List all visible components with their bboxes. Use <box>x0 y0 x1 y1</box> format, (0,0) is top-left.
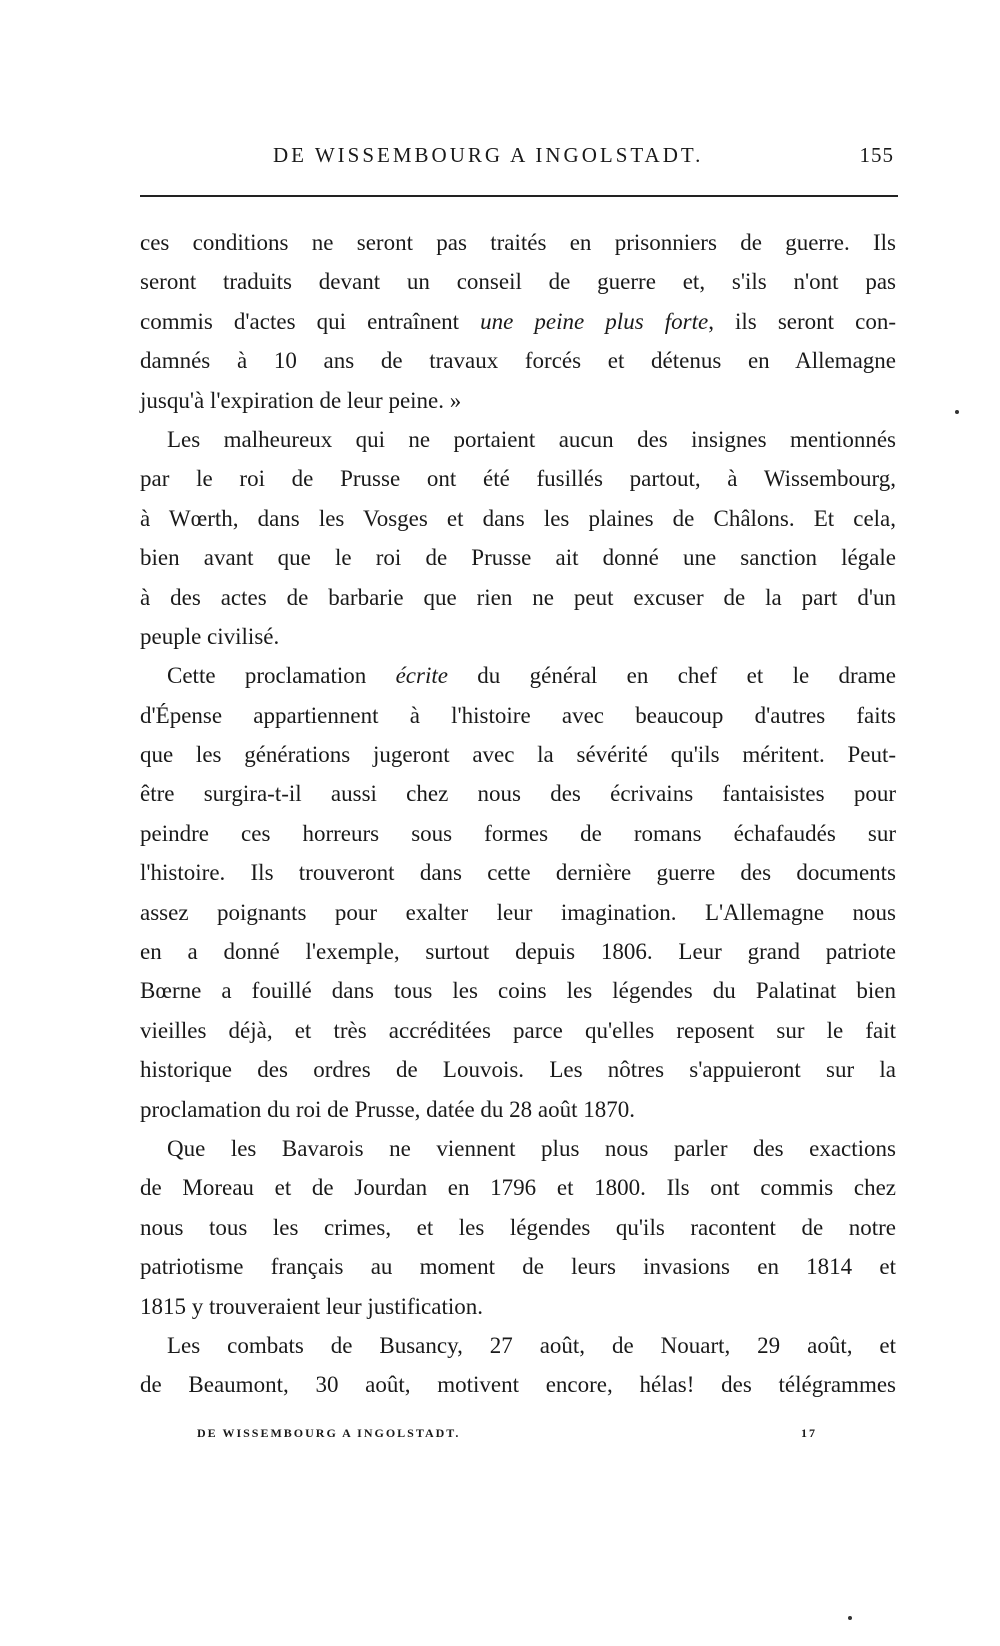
text-run: ces conditions ne seront pas traités en prisonniers de guerre. Ils <box>140 230 896 255</box>
text-line <box>140 1247 896 1286</box>
text-line <box>140 262 896 301</box>
text-line <box>140 893 896 932</box>
text-run: Les combats de Busancy, 27 août, de Nouart, 29 août, et <box>167 1332 896 1358</box>
text-run: l'histoire. Ils trouveront dans cette dernière guerre des documents <box>140 860 896 886</box>
text-line <box>140 617 896 656</box>
text-run: à des actes de barbarie que rien ne peut excuser de la part d'un <box>140 584 896 610</box>
text-run: patriotisme français au moment de leurs invasions en 1814 et <box>140 1254 896 1280</box>
text-line <box>140 656 896 695</box>
page-number: 155 <box>859 143 894 167</box>
text-line <box>140 814 896 853</box>
text-run: être surgira-t-il aussi chez nous des écrivains fantaisistes pour <box>140 781 896 807</box>
text-line <box>140 302 896 341</box>
text-line <box>140 381 896 420</box>
text-line <box>140 1050 896 1089</box>
signature-title: DE WISSEMBOURG A INGOLSTADT. <box>197 1426 461 1440</box>
italic-phrase: une peine plus forte <box>480 308 709 334</box>
text-line <box>140 971 896 1010</box>
text-run: Cette proclamation <box>167 663 396 689</box>
text-run: seront traduits devant un conseil de guerre et, s'ils n'ont pas <box>140 269 896 295</box>
running-title: DE WISSEMBOURG A INGOLSTADT. <box>273 143 704 167</box>
text-run: Bœrne a fouillé dans tous les coins les légendes du Palatinat bien <box>140 978 896 1004</box>
text-run: Que les Bavarois ne viennent plus nous parler des exactions <box>167 1135 896 1161</box>
text-run: jusqu'à l'expiration de leur peine. » <box>140 387 462 413</box>
text-line <box>140 932 896 971</box>
header-rule <box>140 195 898 197</box>
text-run: proclamation du roi de Prusse, datée du 28 août 1870. <box>140 1096 636 1122</box>
text-line <box>140 1129 896 1168</box>
text-run: d'Épense appartiennent à l'histoire avec beaucoup d'autres faits <box>140 702 896 728</box>
text-run: nous tous les crimes, et les légendes qu'ils racontent de notre <box>140 1214 896 1240</box>
text-run: 1815 y trouveraient leur justification. <box>140 1293 483 1319</box>
text-line <box>140 1365 896 1404</box>
text-run: damnés à 10 ans de travaux forcés et détenus en Allemagne <box>140 348 896 374</box>
text-run: que les générations jugeront avec la sévérité qu'ils méritent. Peut- <box>140 742 896 768</box>
text-line <box>140 459 896 498</box>
running-head <box>140 143 898 173</box>
text-run: par le roi de Prusse ont été fusillés partout, à Wissembourg, <box>140 466 896 492</box>
text-run: de Beaumont, 30 août, motivent encore, hélas! des télégrammes <box>140 1372 896 1398</box>
text-run: commis d'actes qui entraînent <box>140 308 481 334</box>
text-run: peindre ces horreurs sous formes de romans échafaudés sur <box>140 820 896 846</box>
text-run: bien avant que le roi de Prusse ait donné une sanction légale <box>140 545 896 571</box>
text-line <box>140 341 896 380</box>
text-run: historique des ordres de Louvois. Les nôtres s'appuieront sur la <box>140 1057 896 1083</box>
body-text <box>140 223 896 1405</box>
text-line <box>140 1326 896 1365</box>
text-run: en a donné l'exemple, surtout depuis 1806. Leur grand patriote <box>140 939 896 965</box>
signature-number: 17 <box>801 1426 817 1440</box>
ink-speck <box>848 1616 852 1620</box>
text-run: Les malheureux qui ne portaient aucun des insignes mentionnés <box>167 426 896 452</box>
text-run: peuple civilisé. <box>140 623 280 649</box>
text-line <box>140 538 896 577</box>
printer-signature <box>197 1426 817 1446</box>
text-line <box>140 1090 896 1129</box>
text-run: assez poignants pour exalter leur imagination. L'Allemagne nous <box>140 899 896 925</box>
text-line <box>140 735 896 774</box>
text-line <box>140 1287 896 1326</box>
text-run: à Wœrth, dans les Vosges et dans les plaines de Châlons. Et cela, <box>140 505 896 531</box>
text-line <box>140 774 896 813</box>
text-line <box>140 853 896 892</box>
text-run: , ils seront con- <box>708 308 896 334</box>
text-run: vieilles déjà, et très accréditées parce qu'elles reposent sur le fait <box>140 1017 896 1043</box>
text-run: du général en chef et le drame <box>447 663 896 689</box>
text-line <box>140 223 896 262</box>
ink-speck <box>955 410 959 414</box>
text-run: de Moreau et de Jourdan en 1796 et 1800. Ils ont commis chez <box>140 1175 896 1201</box>
text-line <box>140 578 896 617</box>
text-line <box>140 696 896 735</box>
text-line <box>140 1168 896 1207</box>
text-line <box>140 1208 896 1247</box>
italic-phrase: écrite <box>395 663 448 689</box>
text-line <box>140 1011 896 1050</box>
text-line <box>140 420 896 459</box>
text-line <box>140 499 896 538</box>
